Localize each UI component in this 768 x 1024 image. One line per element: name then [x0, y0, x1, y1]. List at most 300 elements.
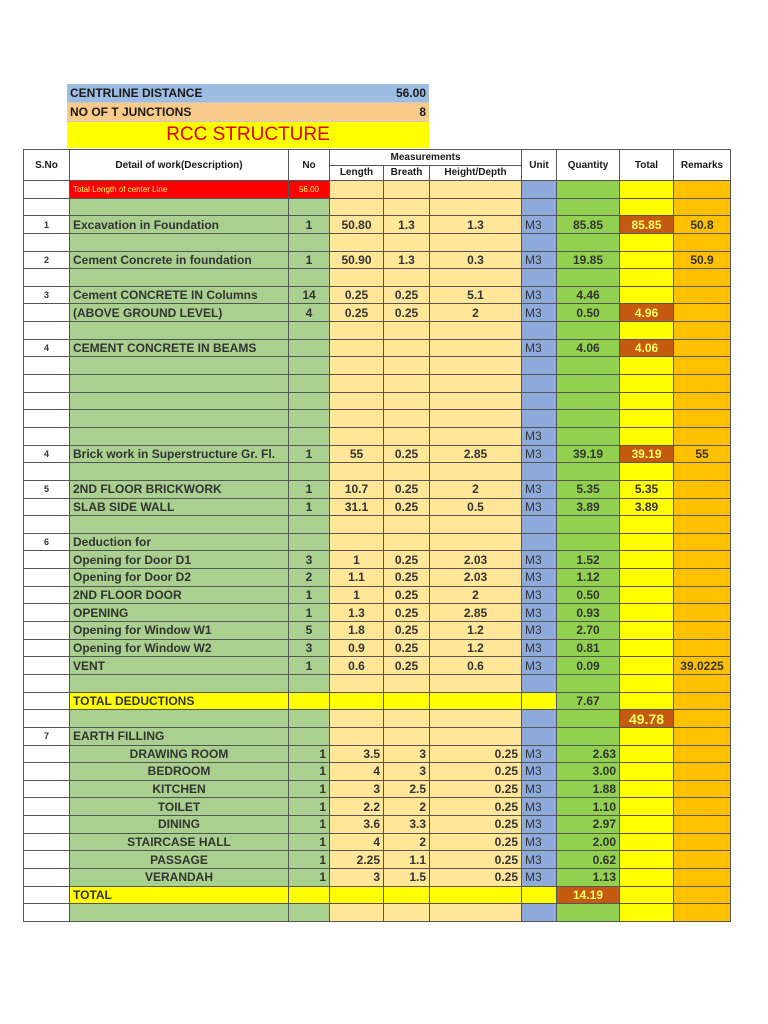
cell-total	[620, 233, 674, 251]
cell-height	[430, 427, 522, 445]
cell-height	[430, 727, 522, 745]
table-row	[24, 710, 731, 728]
cell-sno	[24, 904, 70, 922]
header-row-1	[24, 150, 731, 166]
cell-total	[620, 463, 674, 481]
cell-total	[620, 269, 674, 287]
cell-detail: 2ND FLOOR BRICKWORK	[70, 480, 289, 498]
cell-height	[430, 463, 522, 481]
cell-quantity: 3.89	[557, 498, 620, 516]
cell-detail: VENT	[70, 657, 289, 675]
cell-no: 1	[289, 816, 330, 834]
table-row	[24, 251, 731, 269]
cell-breath	[384, 427, 430, 445]
cell-no: 14	[289, 286, 330, 304]
cell-remarks	[674, 392, 731, 410]
cell-remarks	[674, 622, 731, 640]
cell-breath	[384, 710, 430, 728]
cell-no: 1	[289, 868, 330, 886]
cell-length: 1	[330, 551, 384, 569]
table-row	[24, 569, 731, 587]
cell-length: 1.1	[330, 569, 384, 587]
cell-total	[620, 357, 674, 375]
cell-length: 1	[330, 586, 384, 604]
cell-remarks	[674, 304, 731, 322]
cell-unit: M3	[522, 816, 557, 834]
cell-unit: M3	[522, 480, 557, 498]
cell-quantity	[557, 410, 620, 428]
cell-no	[289, 392, 330, 410]
cell-sno	[24, 833, 70, 851]
cell-remarks: 55	[674, 445, 731, 463]
cell-length: 0.9	[330, 639, 384, 657]
cell-height: 1.2	[430, 622, 522, 640]
cell-quantity	[557, 375, 620, 393]
centerline-distance-label: CENTRLINE DISTANCE	[70, 86, 203, 100]
cell-no	[289, 727, 330, 745]
cell-no: 1	[289, 604, 330, 622]
cell-remarks	[674, 851, 731, 869]
cell-quantity: 3.00	[557, 763, 620, 781]
cell-height: 0.25	[430, 833, 522, 851]
cell-height: 2	[430, 480, 522, 498]
cell-breath: 0.25	[384, 480, 430, 498]
cell-breath	[384, 322, 430, 340]
cell-length: 3	[330, 868, 384, 886]
cell-height: 0.25	[430, 780, 522, 798]
cell-quantity	[557, 427, 620, 445]
cell-total	[620, 427, 674, 445]
cell-remarks	[674, 780, 731, 798]
cell-unit: M3	[522, 216, 557, 234]
cell-no	[289, 463, 330, 481]
cell-length: 10.7	[330, 480, 384, 498]
cell-detail: Opening for Door D1	[70, 551, 289, 569]
cell-length: 3.6	[330, 816, 384, 834]
cell-height: 0.3	[430, 251, 522, 269]
cell-sno	[24, 269, 70, 287]
cell-total	[620, 410, 674, 428]
cell-height	[430, 692, 522, 710]
table-body	[24, 181, 731, 922]
cell-unit	[522, 886, 557, 904]
cell-total	[620, 692, 674, 710]
cell-no	[289, 674, 330, 692]
cell-detail: PASSAGE	[70, 851, 289, 869]
cell-breath: 0.25	[384, 551, 430, 569]
cell-no	[289, 516, 330, 534]
centerline-distance-value: 56.00	[395, 86, 426, 100]
cell-total	[620, 181, 674, 199]
cell-no: 3	[289, 551, 330, 569]
cell-breath: 0.25	[384, 657, 430, 675]
cell-remarks	[674, 798, 731, 816]
table-row	[24, 586, 731, 604]
cell-height: 2	[430, 586, 522, 604]
cell-unit	[522, 692, 557, 710]
cell-detail: VERANDAH	[70, 868, 289, 886]
cell-unit: M3	[522, 286, 557, 304]
cell-no: 4	[289, 304, 330, 322]
cell-height: 0.25	[430, 745, 522, 763]
cell-remarks	[674, 410, 731, 428]
cell-detail	[70, 392, 289, 410]
cell-quantity	[557, 710, 620, 728]
cell-no	[289, 339, 330, 357]
cell-breath: 0.25	[384, 286, 430, 304]
cell-length: 2.25	[330, 851, 384, 869]
cell-length	[330, 727, 384, 745]
table-row	[24, 286, 731, 304]
cell-breath: 1.3	[384, 216, 430, 234]
cell-length	[330, 886, 384, 904]
cell-unit	[522, 516, 557, 534]
table-row	[24, 181, 731, 199]
cell-sno	[24, 851, 70, 869]
cell-remarks	[674, 427, 731, 445]
cell-unit: M3	[522, 622, 557, 640]
cell-length: 0.25	[330, 304, 384, 322]
cell-sno	[24, 816, 70, 834]
cell-remarks	[674, 763, 731, 781]
cell-sno: 7	[24, 727, 70, 745]
cell-length	[330, 269, 384, 287]
cell-breath	[384, 904, 430, 922]
cell-length: 31.1	[330, 498, 384, 516]
estimate-table	[23, 149, 731, 922]
cell-total: 4.06	[620, 339, 674, 357]
cell-no	[289, 357, 330, 375]
cell-no: 1	[289, 480, 330, 498]
cell-remarks	[674, 498, 731, 516]
cell-quantity	[557, 904, 620, 922]
cell-quantity: 1.88	[557, 780, 620, 798]
cell-height: 0.25	[430, 816, 522, 834]
cell-total	[620, 727, 674, 745]
cell-height: 1.3	[430, 216, 522, 234]
cell-sno	[24, 551, 70, 569]
cell-height	[430, 198, 522, 216]
cell-sno: 4	[24, 445, 70, 463]
cell-detail: 2ND FLOOR DOOR	[70, 586, 289, 604]
cell-sno	[24, 745, 70, 763]
cell-quantity: 85.85	[557, 216, 620, 234]
cell-quantity	[557, 533, 620, 551]
cell-breath	[384, 692, 430, 710]
cell-unit: M3	[522, 569, 557, 587]
cell-total	[620, 198, 674, 216]
cell-length: 50.80	[330, 216, 384, 234]
cell-detail: Opening for Window W2	[70, 639, 289, 657]
cell-remarks	[674, 639, 731, 657]
cell-remarks	[674, 745, 731, 763]
cell-breath	[384, 269, 430, 287]
cell-no: 56.00	[289, 181, 330, 199]
cell-total	[620, 674, 674, 692]
table-row	[24, 798, 731, 816]
cell-total	[620, 816, 674, 834]
cell-total	[620, 657, 674, 675]
cell-sno	[24, 868, 70, 886]
cell-detail	[70, 198, 289, 216]
cell-total	[620, 904, 674, 922]
cell-length	[330, 463, 384, 481]
cell-sno	[24, 604, 70, 622]
cell-length	[330, 233, 384, 251]
cell-total: 85.85	[620, 216, 674, 234]
cell-no: 2	[289, 569, 330, 587]
cell-quantity: 0.93	[557, 604, 620, 622]
cell-length	[330, 357, 384, 375]
cell-height	[430, 269, 522, 287]
cell-height	[430, 322, 522, 340]
cell-height: 2	[430, 304, 522, 322]
col-remarks: Remarks	[674, 150, 731, 181]
cell-detail	[70, 269, 289, 287]
cell-unit	[522, 198, 557, 216]
col-quantity: Quantity	[557, 150, 620, 181]
cell-height	[430, 516, 522, 534]
cell-breath	[384, 392, 430, 410]
cell-sno	[24, 798, 70, 816]
cell-sno	[24, 304, 70, 322]
cell-no: 1	[289, 657, 330, 675]
cell-height: 2.03	[430, 569, 522, 587]
summary-header	[67, 84, 429, 148]
cell-no: 1	[289, 780, 330, 798]
cell-remarks	[674, 674, 731, 692]
cell-detail: KITCHEN	[70, 780, 289, 798]
cell-unit: M3	[522, 604, 557, 622]
cell-quantity: 1.12	[557, 569, 620, 587]
cell-unit: M3	[522, 745, 557, 763]
cell-total	[620, 833, 674, 851]
cell-no	[289, 410, 330, 428]
cell-no	[289, 886, 330, 904]
cell-sno	[24, 657, 70, 675]
table-row	[24, 339, 731, 357]
cell-breath: 0.25	[384, 586, 430, 604]
cell-breath: 2	[384, 798, 430, 816]
table-row	[24, 216, 731, 234]
cell-detail: TOTAL	[70, 886, 289, 904]
table-row	[24, 692, 731, 710]
cell-remarks	[674, 533, 731, 551]
cell-quantity	[557, 463, 620, 481]
cell-no: 1	[289, 216, 330, 234]
cell-remarks	[674, 868, 731, 886]
cell-unit: M3	[522, 551, 557, 569]
cell-detail	[70, 357, 289, 375]
cell-unit: M3	[522, 763, 557, 781]
cell-quantity	[557, 198, 620, 216]
cell-sno	[24, 622, 70, 640]
cell-height: 0.5	[430, 498, 522, 516]
cell-unit: M3	[522, 780, 557, 798]
cell-detail: STAIRCASE HALL	[70, 833, 289, 851]
cell-detail: DINING	[70, 816, 289, 834]
cell-sno: 6	[24, 533, 70, 551]
cell-remarks	[674, 357, 731, 375]
cell-unit	[522, 375, 557, 393]
cell-length: 1.3	[330, 604, 384, 622]
cell-length	[330, 516, 384, 534]
cell-total: 5.35	[620, 480, 674, 498]
cell-unit: M3	[522, 498, 557, 516]
cell-height: 5.1	[430, 286, 522, 304]
cell-breath: 0.25	[384, 639, 430, 657]
cell-detail	[70, 463, 289, 481]
cell-remarks	[674, 586, 731, 604]
cell-total	[620, 286, 674, 304]
cell-unit: M3	[522, 798, 557, 816]
cell-breath	[384, 674, 430, 692]
cell-total	[620, 604, 674, 622]
cell-detail	[70, 710, 289, 728]
cell-sno	[24, 198, 70, 216]
col-sno: S.No	[24, 150, 70, 181]
cell-detail: Deduction for	[70, 533, 289, 551]
cell-breath	[384, 410, 430, 428]
cell-no	[289, 375, 330, 393]
cell-quantity	[557, 674, 620, 692]
cell-length	[330, 375, 384, 393]
cell-breath	[384, 357, 430, 375]
cell-unit	[522, 181, 557, 199]
cell-remarks	[674, 181, 731, 199]
cell-no	[289, 904, 330, 922]
table-row	[24, 639, 731, 657]
cell-detail: OPENING	[70, 604, 289, 622]
cell-height	[430, 357, 522, 375]
table-row	[24, 745, 731, 763]
cell-quantity	[557, 357, 620, 375]
cell-unit: M3	[522, 851, 557, 869]
cell-quantity: 0.09	[557, 657, 620, 675]
table-row	[24, 622, 731, 640]
cell-no	[289, 427, 330, 445]
cell-length: 0.6	[330, 657, 384, 675]
cell-unit: M3	[522, 427, 557, 445]
col-total: Total	[620, 150, 674, 181]
cell-unit	[522, 904, 557, 922]
cell-total	[620, 251, 674, 269]
table-row	[24, 322, 731, 340]
cell-detail: TOTAL DEDUCTIONS	[70, 692, 289, 710]
cell-sno	[24, 763, 70, 781]
cell-breath	[384, 198, 430, 216]
cell-breath: 3	[384, 763, 430, 781]
cell-sno	[24, 586, 70, 604]
table-row	[24, 851, 731, 869]
cell-detail	[70, 410, 289, 428]
cell-height: 0.25	[430, 798, 522, 816]
cell-breath: 1.5	[384, 868, 430, 886]
cell-remarks	[674, 569, 731, 587]
table-row	[24, 868, 731, 886]
table-row	[24, 427, 731, 445]
cell-quantity: 0.62	[557, 851, 620, 869]
cell-detail: TOILET	[70, 798, 289, 816]
cell-total: 4.96	[620, 304, 674, 322]
cell-unit	[522, 710, 557, 728]
table-row	[24, 604, 731, 622]
cell-quantity: 14.19	[557, 886, 620, 904]
cell-no: 1	[289, 586, 330, 604]
cell-length: 1.8	[330, 622, 384, 640]
table-row	[24, 233, 731, 251]
cell-remarks	[674, 375, 731, 393]
cell-remarks	[674, 198, 731, 216]
table-row	[24, 357, 731, 375]
cell-unit	[522, 357, 557, 375]
cell-detail: EARTH FILLING	[70, 727, 289, 745]
cell-no: 1	[289, 833, 330, 851]
cell-length: 3	[330, 780, 384, 798]
cell-detail	[70, 516, 289, 534]
cell-remarks: 50.8	[674, 216, 731, 234]
cell-length	[330, 692, 384, 710]
table-row	[24, 375, 731, 393]
cell-quantity: 0.50	[557, 304, 620, 322]
cell-detail	[70, 904, 289, 922]
cell-height	[430, 392, 522, 410]
cell-sno: 4	[24, 339, 70, 357]
sheet-title: RCC STRUCTURE	[67, 122, 429, 148]
cell-total	[620, 586, 674, 604]
table-row	[24, 763, 731, 781]
cell-unit	[522, 322, 557, 340]
col-breath: Breath	[384, 165, 430, 181]
table-row	[24, 674, 731, 692]
table-row	[24, 304, 731, 322]
cell-detail: SLAB SIDE WALL	[70, 498, 289, 516]
cell-total	[620, 780, 674, 798]
cell-sno	[24, 322, 70, 340]
cell-quantity: 7.67	[557, 692, 620, 710]
cell-total: 49.78	[620, 710, 674, 728]
cell-detail: Total Length of center Line	[70, 181, 289, 199]
cell-quantity	[557, 181, 620, 199]
cell-length: 3.5	[330, 745, 384, 763]
cell-remarks	[674, 322, 731, 340]
table-row	[24, 269, 731, 287]
cell-height: 0.25	[430, 763, 522, 781]
cell-no: 1	[289, 498, 330, 516]
cell-detail: Cement Concrete in foundation	[70, 251, 289, 269]
cell-quantity: 4.06	[557, 339, 620, 357]
cell-unit	[522, 392, 557, 410]
cell-unit: M3	[522, 251, 557, 269]
cell-sno	[24, 375, 70, 393]
cell-detail	[70, 322, 289, 340]
cell-sno	[24, 410, 70, 428]
cell-length	[330, 322, 384, 340]
cell-height: 2.03	[430, 551, 522, 569]
cell-height	[430, 233, 522, 251]
cell-breath	[384, 339, 430, 357]
table-row	[24, 480, 731, 498]
cell-height	[430, 710, 522, 728]
cell-total	[620, 533, 674, 551]
cell-quantity	[557, 269, 620, 287]
cell-total	[620, 851, 674, 869]
cell-length: 50.90	[330, 251, 384, 269]
cell-remarks	[674, 233, 731, 251]
cell-total: 3.89	[620, 498, 674, 516]
cell-quantity: 5.35	[557, 480, 620, 498]
cell-remarks	[674, 833, 731, 851]
